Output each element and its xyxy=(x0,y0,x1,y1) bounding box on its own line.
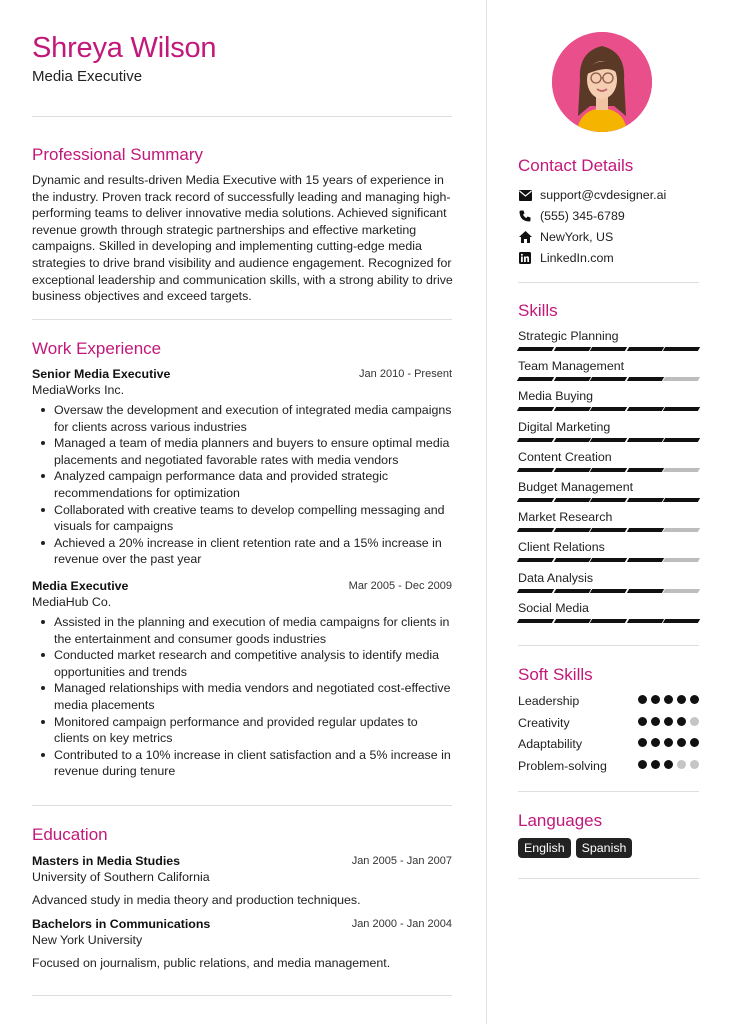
level-segment xyxy=(663,619,700,623)
level-segment xyxy=(553,498,590,502)
soft-skill-item xyxy=(518,735,699,751)
skill-level-bar xyxy=(518,619,699,623)
level-segment xyxy=(627,619,664,623)
level-segment xyxy=(590,619,627,623)
level-segment xyxy=(553,377,590,381)
bullet-item: Collaborated with creative teams to develop compelling messaging and visuals for campaigns xyxy=(32,502,452,535)
level-segment xyxy=(663,468,700,472)
sidebar xyxy=(486,0,730,1024)
contact-text: support@cvdesigner.ai xyxy=(540,188,667,202)
level-segment xyxy=(517,498,554,502)
skill-name: Content Creation xyxy=(518,449,612,464)
skill-name: Social Media xyxy=(518,600,589,615)
education-description: Advanced study in media theory and production techniques. xyxy=(32,893,361,907)
skill-level-bar xyxy=(518,347,699,351)
level-segment xyxy=(517,468,554,472)
education-description: Focused on journalism, public relations, and media management. xyxy=(32,956,391,970)
contact-heading: Contact Details xyxy=(518,156,634,175)
level-segment xyxy=(590,558,627,562)
rating-dot xyxy=(651,717,660,726)
bullet-item: Managed relationships with media vendors and negotiated cost-effective media placements xyxy=(32,680,452,713)
rating-dot xyxy=(638,695,647,704)
level-segment xyxy=(590,589,627,593)
skill-level-bar xyxy=(518,558,699,562)
contact-text: LinkedIn.com xyxy=(540,251,614,265)
soft-skill-rating xyxy=(638,760,699,769)
level-segment xyxy=(663,347,700,351)
rating-dot xyxy=(664,738,673,747)
level-segment xyxy=(627,377,664,381)
school-name: New York University xyxy=(32,933,143,947)
level-segment xyxy=(590,438,627,442)
bullet-item: Achieved a 20% increase in client retention rate and a 15% increase in revenue over the past year xyxy=(32,535,452,568)
bullet-item: Contributed to a 10% increase in client satisfaction and a 5% increase in revenue during tenure xyxy=(32,747,452,780)
degree-name: Bachelors in Communications xyxy=(32,917,211,931)
education-dates: Jan 2005 - Jan 2007 xyxy=(351,855,452,867)
level-segment xyxy=(553,619,590,623)
divider xyxy=(32,319,452,320)
divider xyxy=(32,116,452,117)
rating-dot xyxy=(638,717,647,726)
job-company: MediaHub Co. xyxy=(32,595,112,609)
soft-skill-rating xyxy=(638,695,699,704)
level-segment xyxy=(553,407,590,411)
skill-item xyxy=(518,601,699,623)
skill-item xyxy=(518,450,699,472)
soft-skill-name: Leadership xyxy=(518,694,580,708)
level-segment xyxy=(517,438,554,442)
education-dates: Jan 2000 - Jan 2004 xyxy=(351,918,452,930)
level-segment xyxy=(627,528,664,532)
rating-dot xyxy=(690,695,699,704)
skill-level-bar xyxy=(518,498,699,502)
rating-dot xyxy=(690,760,699,769)
job-dates: Mar 2005 - Dec 2009 xyxy=(348,580,452,592)
rating-dot xyxy=(690,738,699,747)
rating-dot xyxy=(638,760,647,769)
language-badge: Spanish xyxy=(576,838,633,858)
rating-dot xyxy=(690,717,699,726)
skill-name: Strategic Planning xyxy=(518,329,619,343)
skill-item xyxy=(518,510,699,532)
contact-location xyxy=(518,228,708,246)
linkedin-icon xyxy=(518,251,532,265)
language-badge: English xyxy=(518,838,571,858)
level-segment xyxy=(517,528,554,532)
skill-level-bar xyxy=(518,528,699,532)
avatar-illustration xyxy=(552,32,652,132)
level-segment xyxy=(517,377,554,381)
rating-dot xyxy=(677,695,686,704)
experience-heading: Work Experience xyxy=(32,339,162,358)
level-segment xyxy=(627,347,664,351)
level-segment xyxy=(517,558,554,562)
skill-item xyxy=(518,359,699,381)
skill-item xyxy=(518,540,699,562)
level-segment xyxy=(627,589,664,593)
bullet-item: Assisted in the planning and execution of media campaigns for clients in the entertainment and consumer goods industries xyxy=(32,614,452,647)
phone-icon xyxy=(518,209,532,223)
soft-skill-rating xyxy=(638,717,699,726)
level-segment xyxy=(590,468,627,472)
envelope-icon xyxy=(518,188,532,202)
level-segment xyxy=(517,619,554,623)
job-title: Media Executive xyxy=(32,68,143,85)
level-segment xyxy=(517,407,554,411)
contact-text: NewYork, US xyxy=(540,230,614,244)
level-segment xyxy=(627,468,664,472)
bullet-item: Analyzed campaign performance data and provided strategic recommendations for optimization xyxy=(32,468,452,501)
soft-skill-item xyxy=(518,757,699,773)
soft-skill-rating xyxy=(638,738,699,747)
languages-heading: Languages xyxy=(518,811,603,830)
skill-name: Client Relations xyxy=(518,540,605,555)
job-entry xyxy=(32,579,452,780)
summary-text: Dynamic and results-driven Media Executive with 15 years of experience in the industry. Proven track record of successfully leading and managing high-performing teams to deliver innovative media solutions. Achieved significant revenue growth through strategic partnerships and effective marketing campaigns. Skilled in developing and implementing cutting-edge media strategies to drive brand visibility and audience engagement. Recognized for exceptional leadership and communication skills, with a strong ability to drive business objectives and exceed targets. xyxy=(32,173,453,304)
education-entry xyxy=(32,917,452,970)
skill-item xyxy=(518,571,699,593)
level-segment xyxy=(517,589,554,593)
level-segment xyxy=(553,528,590,532)
level-segment xyxy=(627,407,664,411)
contact-linkedin[interactable] xyxy=(518,249,708,267)
soft-skill-name: Creativity xyxy=(518,715,570,730)
level-segment xyxy=(553,347,590,351)
divider xyxy=(518,878,699,879)
soft-skills-heading: Soft Skills xyxy=(518,665,593,684)
skill-item xyxy=(518,420,699,442)
rating-dot xyxy=(651,760,660,769)
rating-dot xyxy=(677,717,686,726)
home-icon xyxy=(518,230,532,244)
candidate-name: Shreya Wilson xyxy=(32,32,217,64)
soft-skill-name: Adaptability xyxy=(518,737,583,751)
rating-dot xyxy=(651,695,660,704)
divider xyxy=(32,995,452,996)
level-segment xyxy=(627,498,664,502)
job-bullets xyxy=(32,402,452,568)
profile-photo xyxy=(552,32,652,132)
degree-name: Masters in Media Studies xyxy=(32,854,181,868)
soft-skill-item xyxy=(518,692,699,708)
job-company: MediaWorks Inc. xyxy=(32,383,125,397)
skill-name: Budget Management xyxy=(518,480,634,494)
languages-list xyxy=(518,838,632,858)
level-segment xyxy=(553,468,590,472)
skill-name: Team Management xyxy=(518,359,625,374)
level-segment xyxy=(663,407,700,411)
skill-level-bar xyxy=(518,377,699,381)
level-segment xyxy=(663,558,700,562)
soft-skill-item xyxy=(518,714,699,730)
education-entry xyxy=(32,854,452,907)
skill-name: Data Analysis xyxy=(518,570,594,585)
skill-level-bar xyxy=(518,589,699,593)
bullet-item: Oversaw the development and execution of integrated media campaigns for clients across various industries xyxy=(32,402,452,435)
level-segment xyxy=(663,438,700,442)
level-segment xyxy=(663,377,700,381)
contact-email[interactable] xyxy=(518,186,708,204)
job-entry xyxy=(32,367,452,568)
level-segment xyxy=(553,438,590,442)
divider xyxy=(518,645,699,646)
level-segment xyxy=(553,589,590,593)
skill-item xyxy=(518,480,699,502)
level-segment xyxy=(663,589,700,593)
level-segment xyxy=(590,347,627,351)
level-segment xyxy=(590,528,627,532)
level-segment xyxy=(663,498,700,502)
skill-level-bar xyxy=(518,407,699,411)
skill-item xyxy=(518,329,699,351)
rating-dot xyxy=(664,695,673,704)
level-segment xyxy=(517,347,554,351)
rating-dot xyxy=(664,717,673,726)
job-bullets xyxy=(32,614,452,780)
contact-phone[interactable] xyxy=(518,207,708,225)
level-segment xyxy=(590,407,627,411)
job-dates: Jan 2010 - Present xyxy=(359,368,452,380)
skill-item xyxy=(518,389,699,411)
bullet-item: Managed a team of media planners and buyers to ensure optimal media placements and negotiated favorable rates with media vendors xyxy=(32,435,452,468)
level-segment xyxy=(627,438,664,442)
level-segment xyxy=(590,377,627,381)
soft-skill-name: Problem-solving xyxy=(518,758,607,773)
level-segment xyxy=(553,558,590,562)
summary-heading: Professional Summary xyxy=(32,145,204,164)
level-segment xyxy=(663,528,700,532)
job-position: Senior Media Executive xyxy=(32,367,171,381)
skill-level-bar xyxy=(518,438,699,442)
rating-dot xyxy=(664,760,673,769)
level-segment xyxy=(627,558,664,562)
contact-text: (555) 345-6789 xyxy=(540,209,625,223)
job-position: Media Executive xyxy=(32,579,129,593)
rating-dot xyxy=(651,738,660,747)
rating-dot xyxy=(677,738,686,747)
bullet-item: Monitored campaign performance and provided regular updates to clients on key metrics xyxy=(32,714,452,747)
skill-name: Digital Marketing xyxy=(518,419,611,434)
divider xyxy=(32,805,452,806)
level-segment xyxy=(590,498,627,502)
bullet-item: Conducted market research and competitive analysis to identify media opportunities and trends xyxy=(32,647,452,680)
rating-dot xyxy=(638,738,647,747)
education-heading: Education xyxy=(32,825,108,844)
skill-name: Market Research xyxy=(518,510,613,525)
rating-dot xyxy=(677,760,686,769)
divider xyxy=(518,282,699,283)
skill-name: Media Buying xyxy=(518,389,594,404)
skill-level-bar xyxy=(518,468,699,472)
school-name: University of Southern California xyxy=(32,870,210,884)
skills-heading: Skills xyxy=(518,301,558,320)
divider xyxy=(518,791,699,792)
